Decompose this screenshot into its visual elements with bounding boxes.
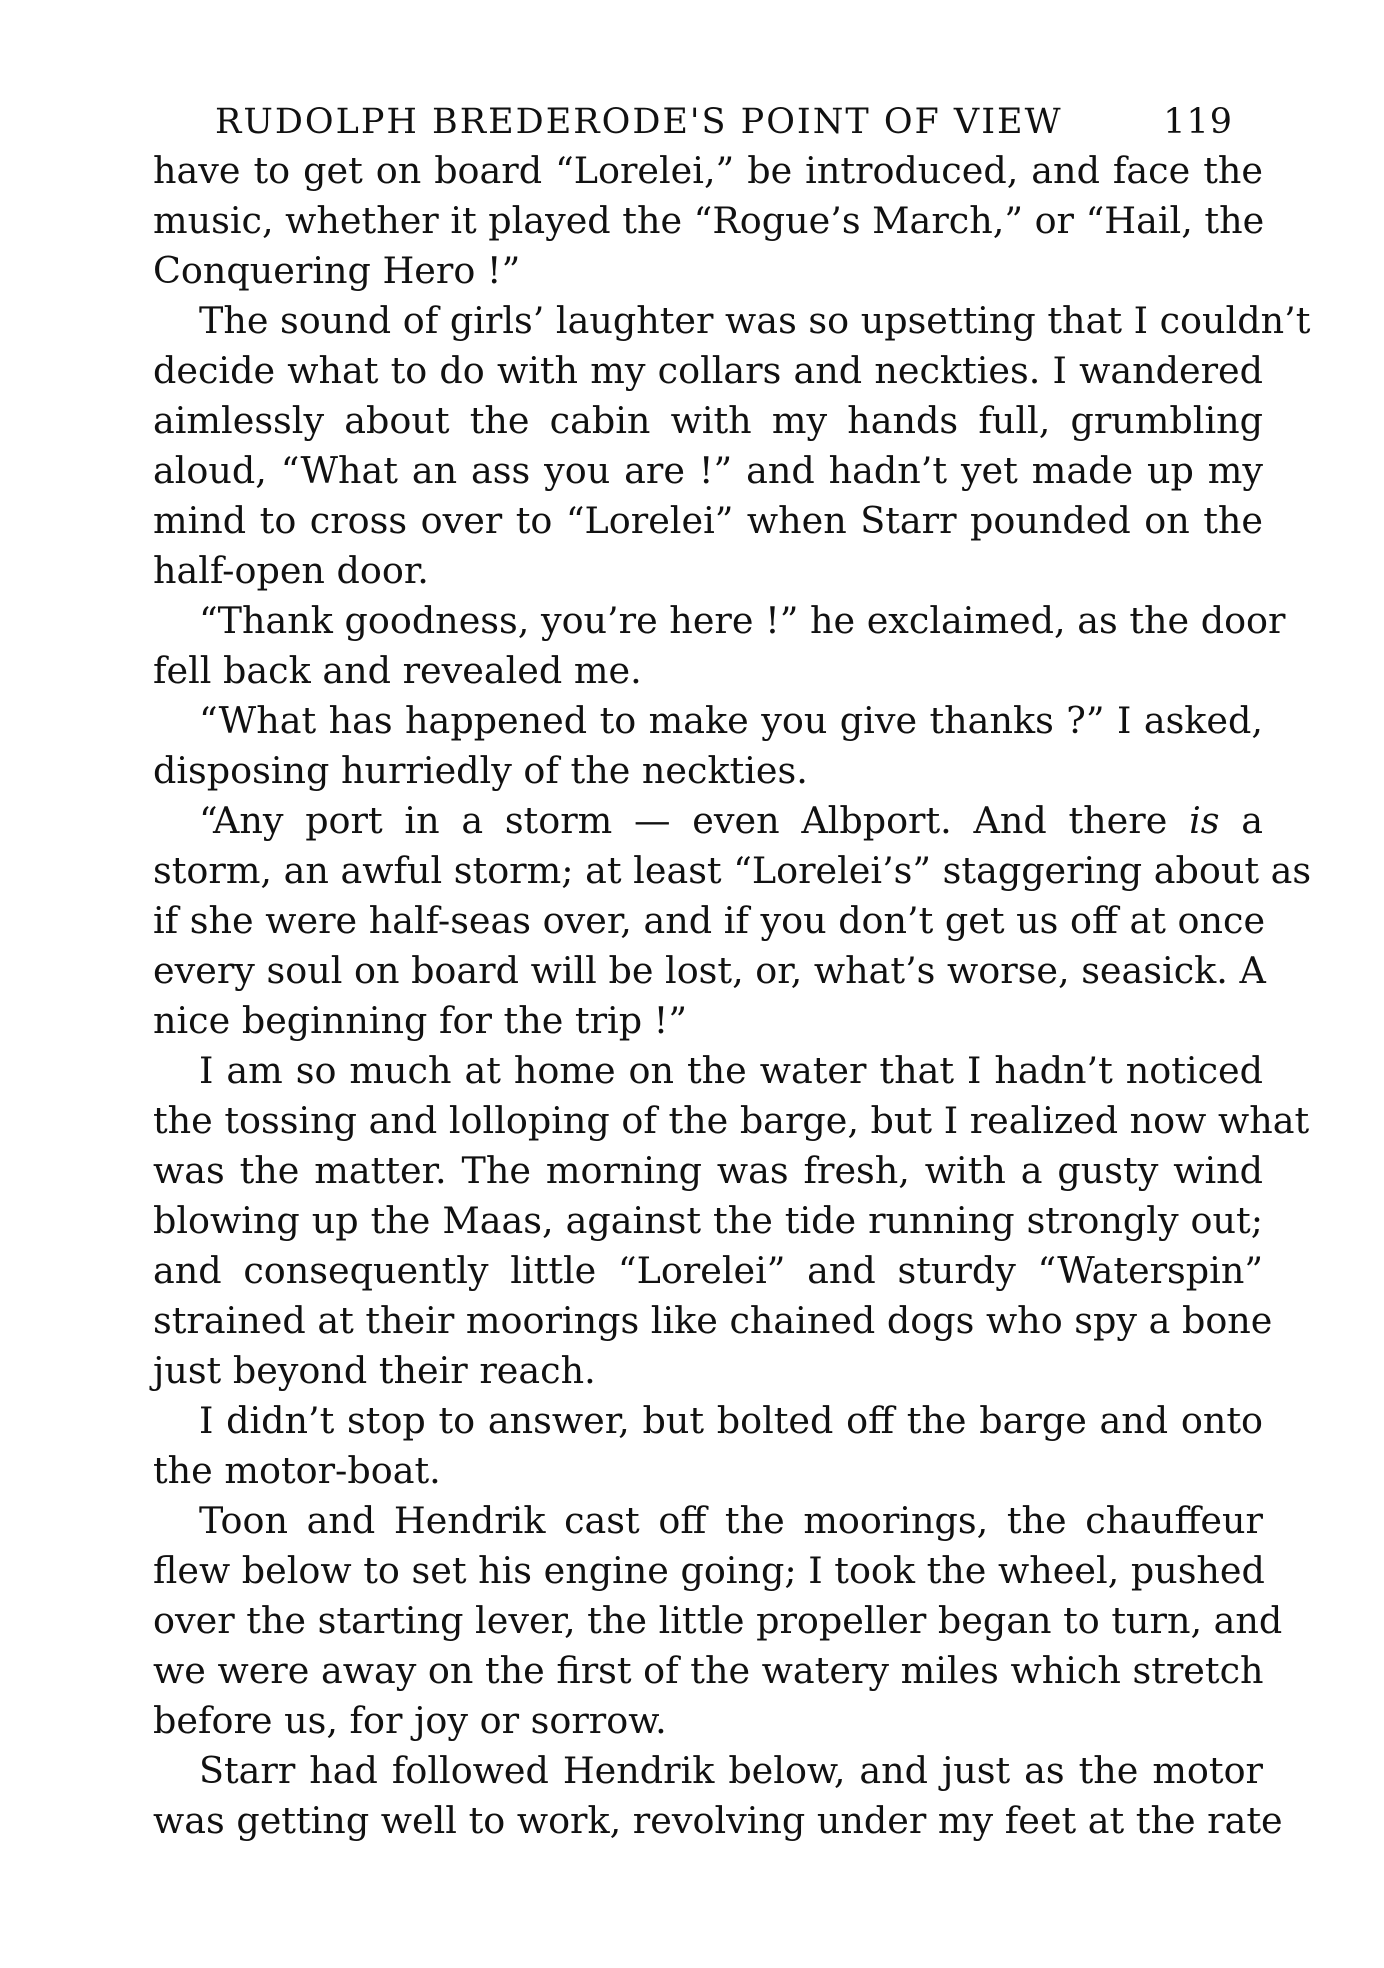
text-line: nice beginning for the trip !” — [153, 999, 687, 1042]
text-line: I am so much at home on the water that I hadn’t noticed — [199, 1049, 1263, 1092]
text-line: the motor-boat. — [153, 1449, 441, 1492]
text-line: before us, for joy or sorrow. — [153, 1699, 667, 1742]
text-line: every soul on board will be lost, or, what’s worse, seasick. A — [153, 949, 1266, 992]
running-head-title: RUDOLPH BREDERODE'S POINT OF VIEW — [215, 102, 1063, 142]
text-line: if she were half-seas over, and if you don’t get us off at once — [153, 899, 1266, 942]
paragraph — [153, 296, 1311, 596]
text-line: the tossing and lolloping of the barge, but I realized now what — [153, 1099, 1310, 1142]
text-line: blowing up the Maas, against the tide running strongly out; — [153, 1199, 1263, 1242]
text-line: storm, an awful storm; at least “Lorelei’s” staggering about as — [153, 849, 1312, 892]
text-line: flew below to set his engine going; I took the wheel, pushed — [153, 1549, 1265, 1592]
text-line: we were away on the first of the watery miles which stretch — [153, 1649, 1264, 1692]
paragraph — [153, 1496, 1283, 1746]
running-head — [215, 98, 1233, 146]
text-line: disposing hurriedly of the neckties. — [153, 749, 808, 792]
text-line: Conquering Hero !” — [153, 249, 521, 292]
paragraph — [153, 796, 1312, 1046]
paragraph — [153, 596, 1286, 696]
text-line: was getting well to work, revolving under my feet at the rate — [153, 1799, 1283, 1842]
paragraph — [153, 696, 1263, 796]
text-line: have to get on board “Lorelei,” be introduced, and face the — [153, 149, 1263, 192]
text-line: “What has happened to make you give thanks ?” I asked, — [199, 699, 1263, 742]
paragraph — [153, 1396, 1263, 1496]
text-line: and consequently little “Lorelei” and sturdy “Waterspin” — [153, 1249, 1263, 1292]
text-line: aimlessly about the cabin with my hands full, grumbling — [153, 399, 1263, 442]
text-line: decide what to do with my collars and neckties. I wandered — [153, 349, 1263, 392]
text-line: over the starting lever, the little propeller began to turn, and — [153, 1599, 1283, 1642]
book-page — [153, 98, 1312, 1846]
text-line: I didn’t stop to answer, but bolted off the barge and onto — [199, 1399, 1263, 1442]
page-number: 119 — [1163, 102, 1233, 142]
paragraph — [153, 1046, 1310, 1396]
text-line: fell back and revealed me. — [153, 649, 642, 692]
body-text — [153, 146, 1312, 1846]
text-line: “Any port in a storm — even Albport. And there is a — [199, 799, 1263, 842]
text-line: just beyond their reach. — [153, 1349, 596, 1392]
text-line: was the matter. The morning was fresh, with a gusty wind — [153, 1149, 1263, 1192]
text-line: Starr had followed Hendrik below, and just as the motor — [199, 1749, 1263, 1792]
text-line: Toon and Hendrik cast off the moorings, the chauffeur — [199, 1499, 1263, 1542]
paragraph — [153, 1746, 1283, 1846]
text-line: “Thank goodness, you’re here !” he exclaimed, as the door — [199, 599, 1286, 642]
text-line: The sound of girls’ laughter was so upsetting that I couldn’t — [199, 299, 1311, 342]
text-line: half-open door. — [153, 549, 429, 592]
emphasis: is — [1189, 799, 1220, 842]
text-line: music, whether it played the “Rogue’s March,” or “Hail, the — [153, 199, 1265, 242]
text-line: mind to cross over to “Lorelei” when Starr pounded on the — [153, 499, 1263, 542]
text-line: aloud, “What an ass you are !” and hadn’t yet made up my — [153, 449, 1263, 492]
text-line: strained at their moorings like chained dogs who spy a bone — [153, 1299, 1273, 1342]
paragraph — [153, 146, 1263, 296]
